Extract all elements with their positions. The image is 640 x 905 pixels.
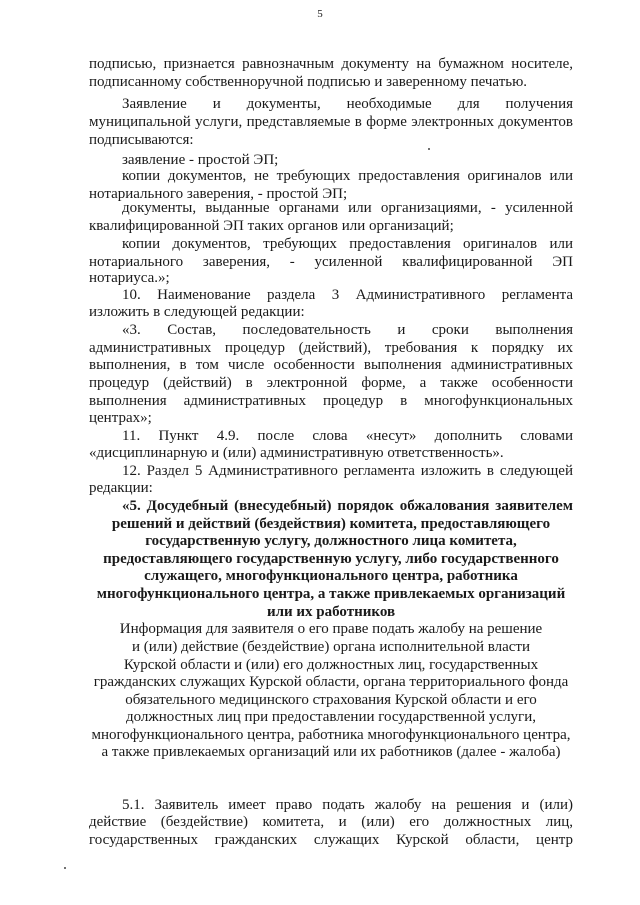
text-line: центрах»; (89, 410, 152, 426)
subheading-line: гражданских служащих Курской области, органа территориального фонда (93, 674, 569, 690)
text-line: нотариального заверения, - простой ЭП; (89, 186, 348, 202)
text-line: изложить в следующей редакции: (89, 304, 305, 320)
text-line: подписываются: (89, 132, 194, 148)
text-line: 10. Наименование раздела 3 Административного регламента (122, 287, 573, 303)
text-line: копии документов, не требующих предоставления оригиналов или (122, 168, 573, 184)
subheading-line: и (или) действие (бездействие) органа исполнительной власти (132, 639, 530, 655)
page-number: 5 (317, 8, 323, 20)
section-heading-line: решений и действий (бездействия) комитета, предоставляющего (111, 516, 551, 532)
text-line: редакции: (89, 480, 153, 496)
text-line: процедур (действий) в электронной форме, а также особенности (89, 375, 573, 391)
text-line: выполнения административных процедур в многофункциональных (89, 393, 573, 409)
scan-speck (428, 148, 430, 150)
text-line: 12. Раздел 5 Административного регламента изложить в следующей (122, 463, 573, 479)
section-heading-line: предоставляющего государственную услугу, либо государственного (103, 551, 559, 567)
text-line: квалифицированной ЭП таких органов или организаций; (89, 218, 454, 234)
text-line: копии документов, требующих предоставления оригиналов или (122, 236, 573, 252)
subheading-line: а также привлекаемых организаций или их работников (далее - жалоба) (101, 744, 561, 760)
subheading-line: обязательного медицинского страхования Курской области и его (125, 692, 537, 708)
section-heading-line: «5. Досудебный (внесудебный) порядок обжалования заявителем (122, 498, 573, 514)
text-line: подписью, признается равнозначным документу на бумажном носителе, (89, 56, 573, 72)
section-heading-line: служащего, многофункционального центра, работника (144, 568, 518, 584)
subheading-line: должностных лиц при предоставлении государственной услуги, (126, 709, 536, 725)
text-line: выполнения, в том числе особенности выполнения административных (89, 357, 573, 373)
text-line: нотариального заверения, - усиленной квалифицированной ЭП (89, 254, 573, 270)
section-heading-line: многофункционального центра, а также привлекаемых организаций (96, 586, 566, 602)
text-line: Заявление и документы, необходимые для получения (122, 96, 573, 112)
text-line: «дисциплинарную и (или) административную ответственность». (89, 445, 504, 461)
text-line: 11. Пункт 4.9. после слова «несут» дополнить словами (122, 428, 573, 444)
text-line: 5.1. Заявитель имеет право подать жалобу на решения и (или) (122, 797, 573, 813)
subheading-line: Информация для заявителя о его праве подать жалобу на решение (119, 621, 543, 637)
scan-speck (64, 867, 66, 869)
text-line: подписанному собственноручной подписью и заверенному печатью. (89, 74, 528, 90)
subheading-line: Курской области и (или) его должностных лиц, государственных (123, 657, 539, 673)
section-heading-line: государственную услугу, должностного лица комитета, (145, 533, 517, 549)
text-line: заявление - простой ЭП; (122, 152, 279, 168)
text-line: документы, выданные органами или организациями, - усиленной (122, 200, 573, 216)
text-line: муниципальной услуги, представляемые в форме электронных документов (89, 114, 573, 130)
section-heading-line: или их работников (266, 604, 396, 620)
text-line: государственных гражданских служащих Курской области, центр (89, 832, 573, 848)
text-line: действие (бездействие) комитета, и (или) его должностных лиц, (89, 814, 573, 830)
subheading-line: многофункционального центра, работника многофункционального центра, (91, 727, 571, 743)
text-line: «3. Состав, последовательность и сроки выполнения (122, 322, 573, 338)
text-line: нотариуса.»; (89, 270, 170, 286)
text-line: административных процедур (действий), требования к порядку их (89, 340, 573, 356)
